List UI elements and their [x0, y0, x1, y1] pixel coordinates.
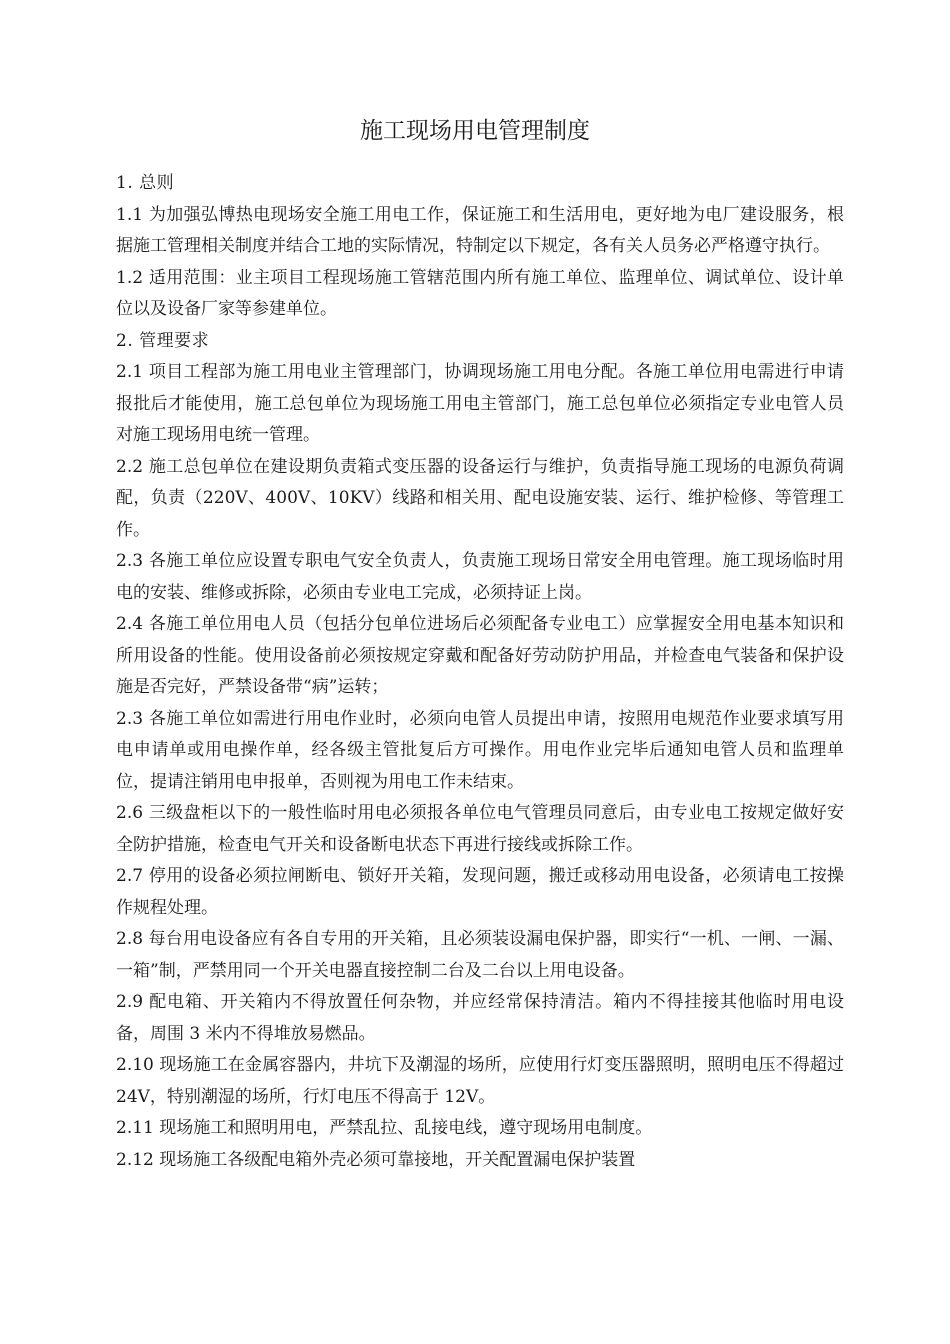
paragraph-2-2: 2.2 施工总包单位在建设期负责箱式变压器的设备运行与维护，负责指导施工现场的电源负荷调配，负责（220V、400V、10KV）线路和相关用、配电设施安装、运行、维护检修、等管理工作。 — [116, 456, 844, 540]
paragraph-2-11: 2.11 现场施工和照明用电，严禁乱拉、乱接电线，遵守现场用电制度。 — [116, 1118, 653, 1138]
section-heading-requirements: 2. 管理要求 — [116, 330, 210, 351]
paragraph-2-10: 2.10 现场施工在金属容器内，井坑下及潮湿的场所，应使用行灯变压器照明，照明电压不得超过 24V，特别潮湿的场所，行灯电压不得高于 12V。 — [116, 1055, 844, 1107]
paragraph-2-3-b: 2.3 各施工单位如需进行用电作业时，必须向电管人员提出申请，按照用电规范作业要求填写用电申请单或用电操作单，经各级主管批复后方可操作。用电作业完毕后通知电管人员和监理单位，提请注销用电申报单，否则视为用电工作未结束。 — [116, 708, 844, 792]
paragraph-2-4: 2.4 各施工单位用电人员（包括分包单位进场后必须配备专业电工）应掌握安全用电基本知识和所用设备的性能。使用设备前必须按规定穿戴和配备好劳动防护用品，并检查电气装备和保护设施是否完好，严禁设备带“病”运转； — [116, 614, 844, 697]
section-heading-general: 1. 总则 — [116, 173, 175, 193]
document-body — [116, 168, 844, 1176]
paragraph-2-8: 2.8 每台用电设备应有各自专用的开关箱，且必须装设漏电保护器，即实行“一机、一闸、一漏、一箱”制，严禁用同一个开关电器直接控制二台及二台以上用电设备。 — [116, 929, 844, 981]
paragraph-2-7: 2.7 停用的设备必须拉闸断电、锁好开关箱，发现问题，搬迁或移动用电设备，必须请电工按操作规程处理。 — [116, 866, 844, 918]
page-title: 施工现场用电管理制度 — [360, 118, 590, 144]
paragraph-1-2: 1.2 适用范围：业主项目工程现场施工管辖范围内所有施工单位、监理单位、调试单位、设计单位以及设备厂家等参建单位。 — [116, 267, 844, 319]
paragraph-2-6: 2.6 三级盘柜以下的一般性临时用电必须报各单位电气管理员同意后，由专业电工按规定做好安全防护措施，检查电气开关和设备断电状态下再进行接线或拆除工作。 — [116, 803, 844, 855]
paragraph-2-12: 2.12 现场施工各级配电箱外壳必须可靠接地，开关配置漏电保护装置 — [116, 1149, 636, 1170]
paragraph-2-9: 2.9 配电箱、开关箱内不得放置任何杂物，并应经常保持清洁。箱内不得挂接其他临时用电设备，周围 3 米内不得堆放易燃品。 — [116, 992, 844, 1044]
paragraph-2-3: 2.3 各施工单位应设置专职电气安全负责人，负责施工现场日常安全用电管理。施工现场临时用电的安装、维修或拆除，必须由专业电工完成，必须持证上岗。 — [116, 551, 844, 603]
paragraph-2-1: 2.1 项目工程部为施工用电业主管理部门，协调现场施工用电分配。各施工单位用电需进行申请报批后才能使用，施工总包单位为现场施工用电主管部门，施工总包单位必须指定专业电管人员对施工现场用电统一管理。 — [116, 362, 844, 445]
paragraph-1-1: 1.1 为加强弘博热电现场安全施工用电工作，保证施工和生活用电，更好地为电厂建设服务，根据施工管理相关制度并结合工地的实际情况，特制定以下规定，各有关人员务必严格遵守执行。 — [116, 204, 844, 256]
